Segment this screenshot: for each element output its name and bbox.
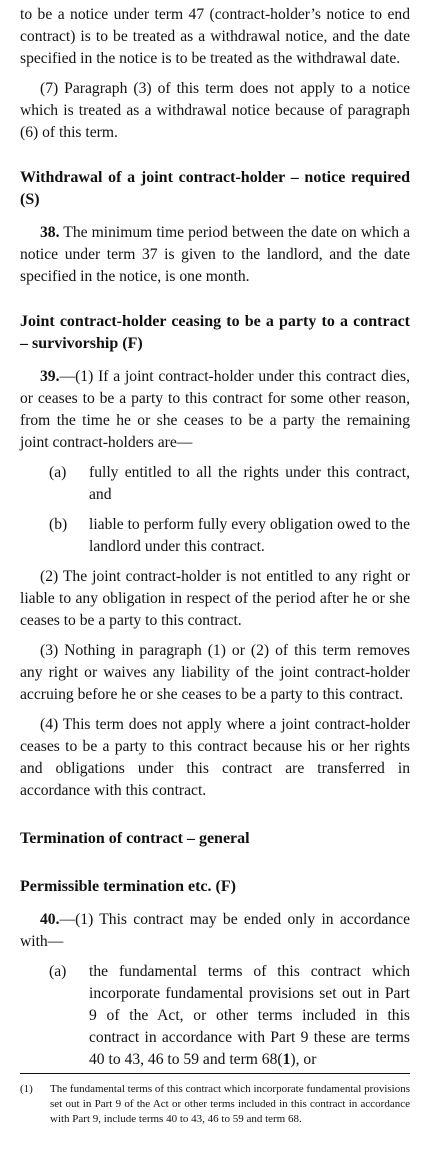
term-40-paragraph-1 xyxy=(20,909,410,953)
heading-term-39: Joint contract-holder ceasing to be a party to a contract – survivorship (F) xyxy=(20,313,410,352)
term-39-paragraph-3: (3) Nothing in paragraph (1) or (2) of this term removes any right or waives any liability of the joint contract-holder accruing before he or she ceases to be a party to this contract. xyxy=(20,642,410,703)
list-item-label: (a) xyxy=(49,963,67,980)
footnote-divider xyxy=(20,1073,410,1074)
heading-term-40: Permissible termination etc. (F) xyxy=(20,878,236,895)
term-40-item-a xyxy=(20,961,410,1071)
term-39-text: —(1) If a joint contract-holder under this contract dies, or ceases to be a party to this contract for some other reason, from the time he or she ceases to be a party the remaining joint contract-holders are— xyxy=(20,368,410,451)
list-item-text: liable to perform fully every obligation owed to the landlord under this contract. xyxy=(89,516,410,555)
heading-termination-general: Termination of contract – general xyxy=(20,830,250,847)
list-item-text xyxy=(89,961,410,1071)
term-39-paragraph-4: (4) This term does not apply where a joint contract-holder ceases to be a party to this contract because his or her rights and obligations under this contract are transferred in accordance with this contract. xyxy=(20,716,410,799)
term-40-item-a-body: the fundamental terms of this contract which incorporate fundamental provisions set out in Part 9 of the Act, or other terms included in this contract in accordance with Part 9 these are terms 40 to 43, 46 to 59 and term 68( xyxy=(89,963,410,1068)
list-item-text: fully entitled to all the rights under this contract, and xyxy=(89,464,410,503)
term-38-paragraph xyxy=(20,222,410,288)
term-38-text: The minimum time period between the date on which a notice under term 37 is given to the landlord, and the date specified in the notice, is one month. xyxy=(20,224,410,285)
footnote-reference[interactable]: 1 xyxy=(282,1051,291,1068)
term-40-text: —(1) This contract may be ended only in accordance with— xyxy=(20,911,410,950)
paragraph-7: (7) Paragraph (3) of this term does not apply to a notice which is treated as a withdrawal notice because of paragraph (6) of this term. xyxy=(20,80,410,141)
term-39-paragraph-1 xyxy=(20,366,410,454)
footnote-label: (1) xyxy=(20,1083,33,1095)
term-39-item-b xyxy=(20,514,410,558)
term-39-number: 39. xyxy=(40,368,60,385)
term-39-paragraph-2: (2) The joint contract-holder is not entitled to any right or liable to any obligation in respect of the period after he or she ceases to be a party to this contract. xyxy=(20,568,410,629)
term-40-number: 40. xyxy=(40,911,60,928)
footnote-text: The fundamental terms of this contract which incorporate fundamental provisions set out in Part 9 of the Act or other terms included in this contract in accordance with Part 9, include terms 40 to 43, 46 to 59 and term 68. xyxy=(50,1083,410,1125)
footnote xyxy=(20,1082,410,1127)
list-item-label: (b) xyxy=(49,516,68,533)
term-39-item-a xyxy=(20,462,410,506)
heading-term-38: Withdrawal of a joint contract-holder – notice required (S) xyxy=(20,169,410,208)
list-item-label: (a) xyxy=(49,464,67,481)
term-38-number: 38. xyxy=(40,224,60,241)
intro-paragraph: to be a notice under term 47 (contract-holder’s notice to end contract) is to be treated as a withdrawal notice, and the date specified in the notice is to be treated as the withdrawal date. xyxy=(20,6,410,67)
document-page xyxy=(20,4,410,1071)
term-40-item-a-tail: ), or xyxy=(290,1051,317,1068)
